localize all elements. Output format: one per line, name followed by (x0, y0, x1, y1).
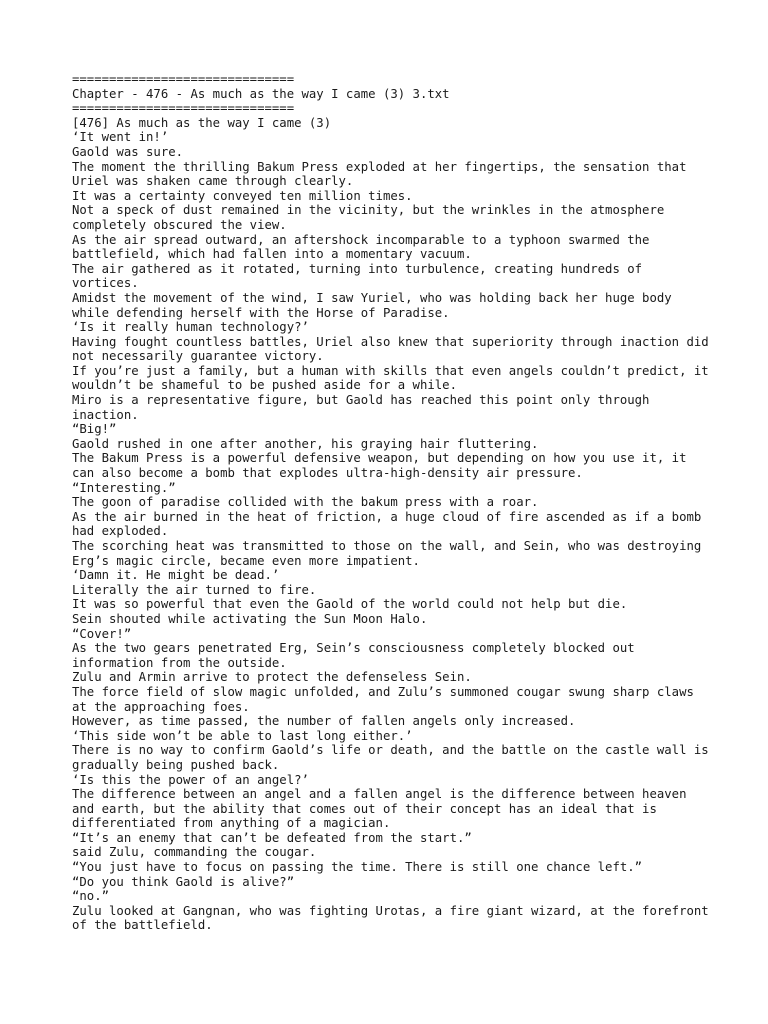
text-line: As the air burned in the heat of friction, a huge cloud of fire ascended as if a bomb had exploded. (72, 509, 709, 539)
text-line: The scorching heat was transmitted to those on the wall, and Sein, who was destroying Erg’s magic circle, became even more impatient. (72, 539, 709, 568)
text-line: Miro is a representative figure, but Gaold has reached this point only through inaction. (72, 393, 657, 422)
text-line: Zulu and Armin arrive to protect the defenseless Sein. (72, 670, 472, 685)
text-line: “Big!” (72, 422, 117, 437)
document-page (72, 72, 717, 933)
separator-bottom: ============================== (72, 101, 295, 116)
text-line: The Bakum Press is a powerful defensive weapon, but depending on how you use it, it can also become a bomb that explodes ultra-high-density air pressure. (72, 451, 694, 481)
document-body (72, 115, 717, 933)
text-line: ‘Is it really human technology?’ (72, 320, 309, 335)
text-line: Gaold rushed in one after another, his graying hair fluttering. (72, 436, 539, 451)
text-line: Not a speck of dust remained in the vicinity, but the wrinkles in the atmosphere completely obscured the view. (72, 203, 672, 232)
text-line: “Interesting.” (72, 480, 176, 495)
text-line: Gaold was sure. (72, 144, 184, 159)
text-line: [476] As much as the way I came (3) (72, 115, 332, 130)
text-line: The moment the thrilling Bakum Press exploded at her fingertips, the sensation that Uriel was shaken came through clearly. (72, 159, 694, 189)
text-line: said Zulu, commanding the cougar. (72, 845, 317, 860)
file-title: Chapter - 476 - As much as the way I came (3) 3.txt (72, 86, 450, 101)
text-line: “Cover!” (72, 626, 132, 641)
text-line: As the air spread outward, an aftershock incomparable to a typhoon swarmed the battlefield, which had fallen into a momentary vacuum. (72, 232, 657, 262)
text-line: The force field of slow magic unfolded, and Zulu’s summoned cougar swung sharp claws at the approaching foes. (72, 684, 702, 714)
text-line: ‘Is this the power of an angel?’ (72, 772, 309, 787)
text-line: Having fought countless battles, Uriel also knew that superiority through inaction did not necessarily guarantee victory. (72, 334, 717, 364)
text-line: Zulu looked at Gangnan, who was fighting Urotas, a fire giant wizard, at the forefront of the battlefield. (72, 903, 717, 933)
text-line: “no.” (72, 889, 110, 904)
text-line: It was a certainty conveyed ten million times. (72, 188, 413, 203)
text-line: There is no way to confirm Gaold’s life or death, and the battle on the castle wall is gradually being pushed back. (72, 743, 717, 772)
text-line: ‘This side won’t be able to last long either.’ (72, 728, 413, 743)
text-line: “It’s an enemy that can’t be defeated from the start.” (72, 830, 472, 845)
text-line: The air gathered as it rotated, turning into turbulence, creating hundreds of vortices. (72, 261, 650, 291)
text-line: The goon of paradise collided with the bakum press with a roar. (72, 495, 539, 510)
text-line: It was so powerful that even the Gaold of the world could not help but die. (72, 597, 628, 612)
text-line: Sein shouted while activating the Sun Moon Halo. (72, 611, 428, 626)
text-line: Amidst the movement of the wind, I saw Yuriel, who was holding back her huge body while defending herself with the Horse of Paradise. (72, 290, 680, 320)
separator-top: ============================== (72, 72, 295, 86)
text-line: The difference between an angel and a fallen angel is the difference between heaven and earth, but the ability that comes out of their concept has an ideal that is differentiated from anything of a magician. (72, 787, 694, 831)
text-line: ‘Damn it. He might be dead.’ (72, 568, 280, 583)
text-line: Literally the air turned to fire. (72, 582, 317, 597)
text-line: ‘It went in!’ (72, 130, 169, 145)
text-line: “You just have to focus on passing the time. There is still one chance left.” (72, 860, 643, 875)
text-line: “Do you think Gaold is alive?” (72, 874, 295, 889)
text-line: However, as time passed, the number of fallen angels only increased. (72, 714, 576, 729)
text-line: As the two gears penetrated Erg, Sein’s consciousness completely blocked out information from the outside. (72, 641, 643, 670)
text-line: If you’re just a family, but a human with skills that even angels couldn’t predict, it wouldn’t be shameful to be pushed aside for a while. (72, 363, 717, 393)
